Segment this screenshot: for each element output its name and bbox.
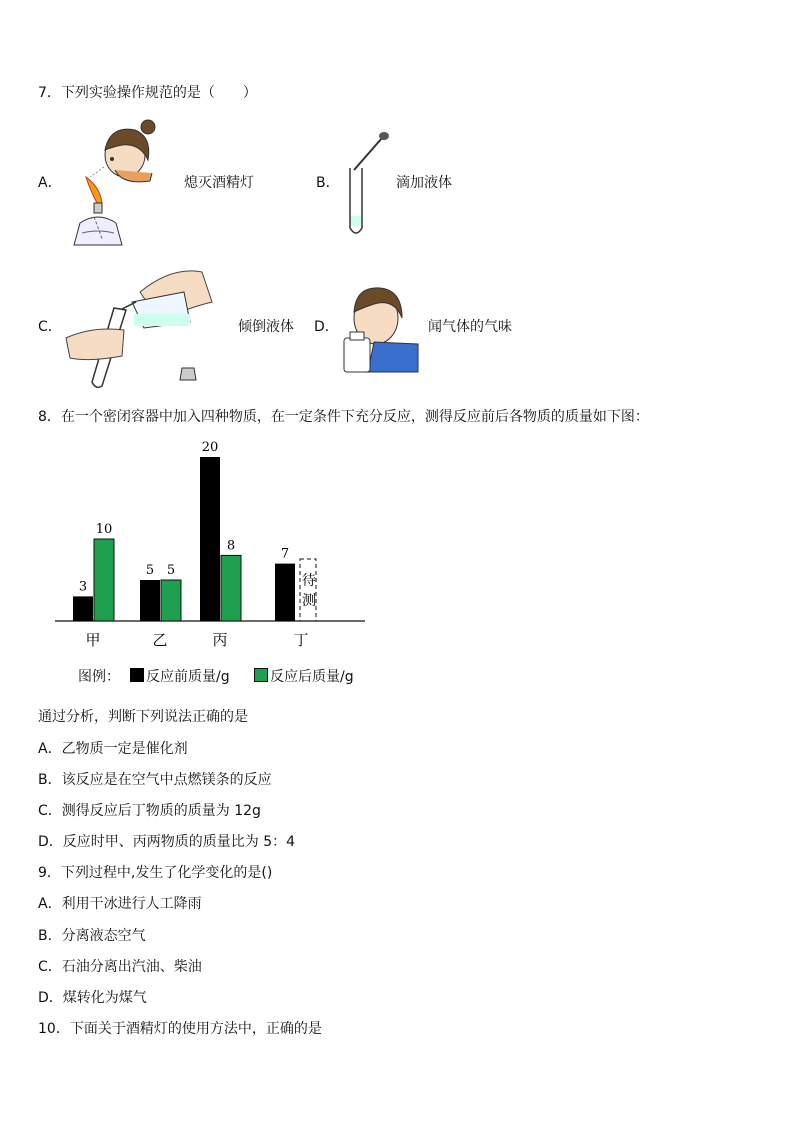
bar-甲-before xyxy=(73,596,93,621)
category-label-丙: 丙 xyxy=(212,631,228,649)
bar-甲-after xyxy=(94,539,114,621)
q7-option-b-label: 滴加液体 xyxy=(396,175,452,191)
legend-swatch-before xyxy=(130,668,144,682)
data-label-乙-before: 5 xyxy=(145,563,155,578)
q8-question: 通过分析，判断下列说法正确的是 xyxy=(38,709,248,725)
data-label-丙-before: 20 xyxy=(201,440,219,455)
q8-option-b: B．该反应是在空气中点燃镁条的反应 xyxy=(38,772,272,788)
q7-stem: 7．下列实验操作规范的是（ ） xyxy=(38,85,257,101)
q7-option-b-letter: B． xyxy=(316,175,340,191)
q9-option-a: A．利用干冰进行人工降雨 xyxy=(38,896,202,912)
smell-gas-illustration xyxy=(340,282,420,374)
bar-乙-after xyxy=(161,580,181,621)
q7-option-a-letter: A． xyxy=(38,175,62,191)
legend-prefix: 图例： xyxy=(78,669,120,685)
data-label-丁-before: 7 xyxy=(280,546,290,562)
pour-liquid-illustration xyxy=(62,262,217,392)
data-label-甲-before: 3 xyxy=(78,579,88,595)
data-label-丙-after: 8 xyxy=(226,538,236,554)
data-label-甲-after: 10 xyxy=(95,522,113,537)
q8-option-d: D．反应时甲、丙两物质的质量比为 5：4 xyxy=(38,834,296,850)
pending-label-char: 待 xyxy=(302,573,316,589)
extinguish-alcohol-lamp-illustration xyxy=(60,115,170,250)
mass-bar-chart xyxy=(0,430,400,700)
bar-丙-after xyxy=(221,555,241,621)
q8-stem: 8．在一个密闭容器中加入四种物质，在一定条件下充分反应，测得反应前后各物质的质量如下图： xyxy=(38,409,649,425)
q7-option-d-label: 闻气体的气味 xyxy=(428,319,512,335)
legend-label-after: 反应后质量/g xyxy=(270,669,354,685)
pending-bar-丁 xyxy=(300,559,316,621)
q9-option-b: B．分离液态空气 xyxy=(38,928,146,944)
category-label-甲: 甲 xyxy=(85,631,101,649)
category-label-乙: 乙 xyxy=(152,631,168,649)
legend-swatch-after xyxy=(254,668,268,682)
bar-乙-before xyxy=(140,580,160,621)
bar-丁-before xyxy=(275,564,295,621)
bar-丙-before xyxy=(200,457,220,621)
dropper-test-tube-illustration xyxy=(340,130,400,240)
q7-option-d-letter: D． xyxy=(314,319,339,335)
q8-option-c: C．测得反应后丁物质的质量为 12g xyxy=(38,803,261,819)
q9-option-d: D．煤转化为煤气 xyxy=(38,990,147,1006)
category-label-丁: 丁 xyxy=(293,631,309,649)
data-label-乙-after: 5 xyxy=(166,563,176,578)
legend-label-before: 反应前质量/g xyxy=(146,669,230,685)
q10-stem: 10．下面关于酒精灯的使用方法中，正确的是 xyxy=(38,1021,322,1037)
q9-option-c: C．石油分离出汽油、柴油 xyxy=(38,959,202,975)
q9-stem: 9．下列过程中,发生了化学变化的是() xyxy=(38,865,273,881)
q7-option-c-label: 倾倒液体 xyxy=(238,319,294,335)
q7-option-a-label: 熄灭酒精灯 xyxy=(184,175,254,191)
q7-option-c-letter: C． xyxy=(38,319,62,335)
pending-label-char: 测 xyxy=(302,593,316,609)
q8-option-a: A．乙物质一定是催化剂 xyxy=(38,741,188,757)
